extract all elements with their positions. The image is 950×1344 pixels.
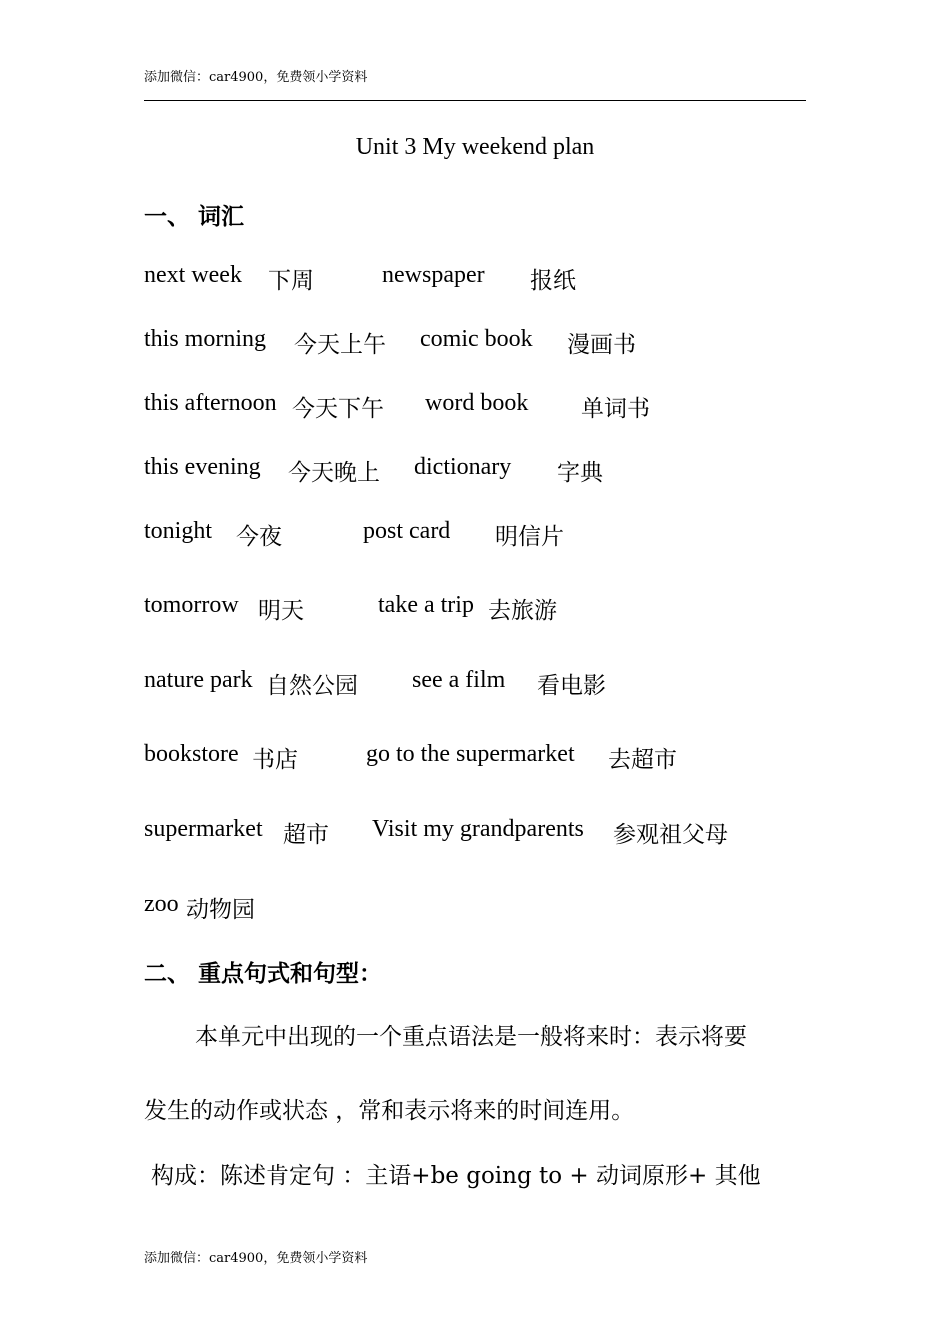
header-rule: [144, 100, 806, 101]
vocab-english: Visit my grandparents: [372, 816, 584, 842]
vocab-english: tonight: [144, 518, 213, 544]
page-footer: 添加微信：car4900，免费领小学资料: [144, 1251, 368, 1266]
vocab-chinese: 超市: [283, 822, 329, 848]
vocab-chinese: 参观祖父母: [613, 822, 728, 848]
vocab-chinese: 看电影: [537, 673, 606, 699]
vocab-chinese: 单词书: [581, 396, 650, 422]
grammar-paragraph-line: 发生的动作或状态 ，常和表示将来的时间连用。: [144, 1098, 635, 1124]
vocab-chinese: 去旅游: [488, 598, 557, 624]
vocab-english: zoo: [144, 891, 179, 917]
vocab-english: nature park: [144, 667, 253, 693]
vocab-english: tomorrow: [144, 592, 239, 618]
vocab-english: post card: [363, 518, 451, 544]
vocab-english: take a trip: [378, 592, 474, 618]
vocab-chinese: 自然公园: [266, 673, 358, 699]
vocab-english: this evening: [144, 454, 261, 480]
vocab-english: dictionary: [414, 454, 512, 480]
vocab-chinese: 今天上午: [294, 332, 386, 358]
vocab-english: this morning: [144, 326, 267, 352]
vocab-chinese: 漫画书: [567, 332, 636, 358]
vocab-chinese: 动物园: [186, 897, 255, 923]
vocab-english: this afternoon: [144, 390, 277, 416]
vocab-english: go to the supermarket: [366, 741, 575, 767]
vocab-chinese: 今天晚上: [288, 460, 380, 486]
vocab-chinese: 明天: [258, 598, 304, 624]
page-header: 添加微信：car4900，免费领小学资料: [144, 70, 368, 85]
vocab-english: bookstore: [144, 741, 239, 767]
grammar-paragraph-line: 本单元中出现的一个重点语法是一般将来时：表示将要: [195, 1024, 747, 1050]
vocab-chinese: 今夜: [236, 524, 282, 550]
section-heading-key-sentences: 二、 重点句式和句型：: [144, 960, 383, 987]
grammar-structure-line: 构成：陈述肯定句 ：主语+be going to + 动词原形+ 其他: [151, 1163, 761, 1189]
vocab-chinese: 字典: [557, 460, 603, 486]
vocab-chinese: 今天下午: [292, 396, 384, 422]
vocab-english: see a film: [412, 667, 506, 693]
page-title: Unit 3 My weekend plan: [355, 134, 595, 160]
vocab-chinese: 报纸: [530, 268, 576, 294]
vocab-english: comic book: [420, 326, 533, 352]
vocab-chinese: 去超市: [608, 747, 677, 773]
section-heading-vocabulary: 一、 词汇: [144, 203, 245, 230]
vocab-english: next week: [144, 262, 242, 288]
vocab-chinese: 明信片: [495, 524, 564, 550]
vocab-chinese: 书店: [252, 747, 298, 773]
vocab-chinese: 下周: [268, 268, 314, 294]
vocab-english: newspaper: [382, 262, 485, 288]
vocab-english: supermarket: [144, 816, 263, 842]
vocab-english: word book: [425, 390, 529, 416]
